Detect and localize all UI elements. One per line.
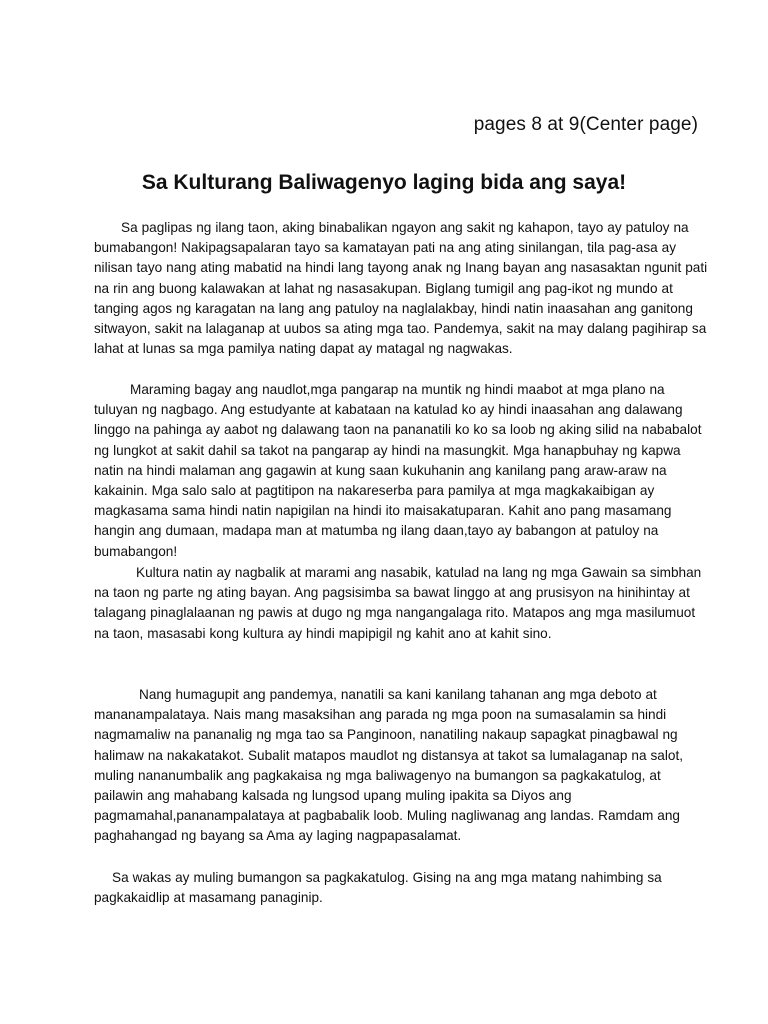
paragraph-text: Nang humagupit ang pandemya, nanatili sa kani kanilang tahanan ang mga deboto at mananampalataya. Nais mang masaksihan ang parada ng mga poon na sumasalamin sa hindi nagmamaliw na pananalig ng mga tao sa Panginoon, nanatiling nakaup sapagkat pinagbawal ng halimaw na nakakatakot. Subalit matapos maudlot ng distansya at takot sa lumalaganap na salot, muling nananumbalik ang pagkakaisa ng mga baliwagenyo na bumangon sa pagkakatulog, at pailawin ang mahabang kalsada ng lungsod upang muling ipakita sa Diyos ang pagmamahal,pananampalataya at pagbabalik loob. Muling nagliwanag ang landas. Ramdam ang paghahangad ng bayang sa Ama ay laging nagpapasalamat. xyxy=(94,687,683,844)
article-title: Sa Kulturang Baliwagenyo laging bida ang saya! xyxy=(141,171,627,194)
paragraph-text: Maraming bagay ang naudlot,mga pangarap na muntik ng hindi maabot at mga plano na tuluyan ng nagbago. Ang estudyante at kabataan na katulad ko ay hindi inaasahan ang dalawang linggo na pahinga ay aabot ng dalawang taon na pananatili ko ko sa loob ng aking silid na nababalot ng lungkot at sakit dahil sa takot na pangarap ay hindi na masungkit. Mga hanapbuhay ng kapwa natin na hindi malaman ang gagawin at kung saan kukuhanin ang kanilang pang araw-araw na kakainin. Mga salo salo at pagtitipon na nakareserba para pamilya at mga magkakaibigan ay magkasama sama hindi natin napigilan na hindi ito maisakatuparan. Kahit ano pang masamang hangin ang dumaan, madapa man at matumba ng ilang daan,tayo ay babangon at patuloy na bumabangon! xyxy=(94,382,702,559)
paragraph-1 xyxy=(94,218,708,359)
paragraph-text: Sa paglipas ng ilang taon, aking binabalikan ngayon ang sakit ng kahapon, tayo ay patuloy na bumabangon! Nakipagsapalaran tayo sa kamatayan pati na ang ating sinilangan, tila pag-asa ay nilisan tayo nang ating mabatid na hindi lang tayong anak ng Inang bayan ang nasasaktan ngunit pati na rin ang buong kalawakan at lahat ng nasasakupan. Biglang tumigil ang pag-ikot ng mundo at tanging agos ng karagatan na lang ang patuloy na naglalakbay, hindi natin inaasahan ang ganitong sitwayon, sakit na lalaganap at uubos sa ating mga tao. Pandemya, sakit na may dalang pagihirap sa lahat at lunas sa mga pamilya nating dapat ay matagal ng nagwakas. xyxy=(94,220,708,357)
paragraph-5 xyxy=(94,868,708,908)
page-reference: pages 8 at 9(Center page) xyxy=(473,114,698,135)
paragraph-4 xyxy=(94,685,708,847)
paragraph-text: Sa wakas ay muling bumangon sa pagkakatulog. Gising na ang mga matang nahimbing sa pagkakaidlip at masamang panaginip. xyxy=(94,870,662,906)
paragraph-2 xyxy=(94,380,708,562)
paragraph-text: Kultura natin ay nagbalik at marami ang nasabik, katulad na lang ng mga Gawain sa simbhan na taon ng parte ng ating bayan. Ang pagsisimba sa bawat linggo at ang prusisyon na hinihintay at talagang pinaglalaanan ng pawis at dugo ng mga nangangalaga rito. Matapos ang mga masilumuot na taon, masasabi kong kultura ay hindi mapipigil ng kahit ano at kahit sino. xyxy=(94,565,702,641)
paragraph-3 xyxy=(94,563,708,644)
